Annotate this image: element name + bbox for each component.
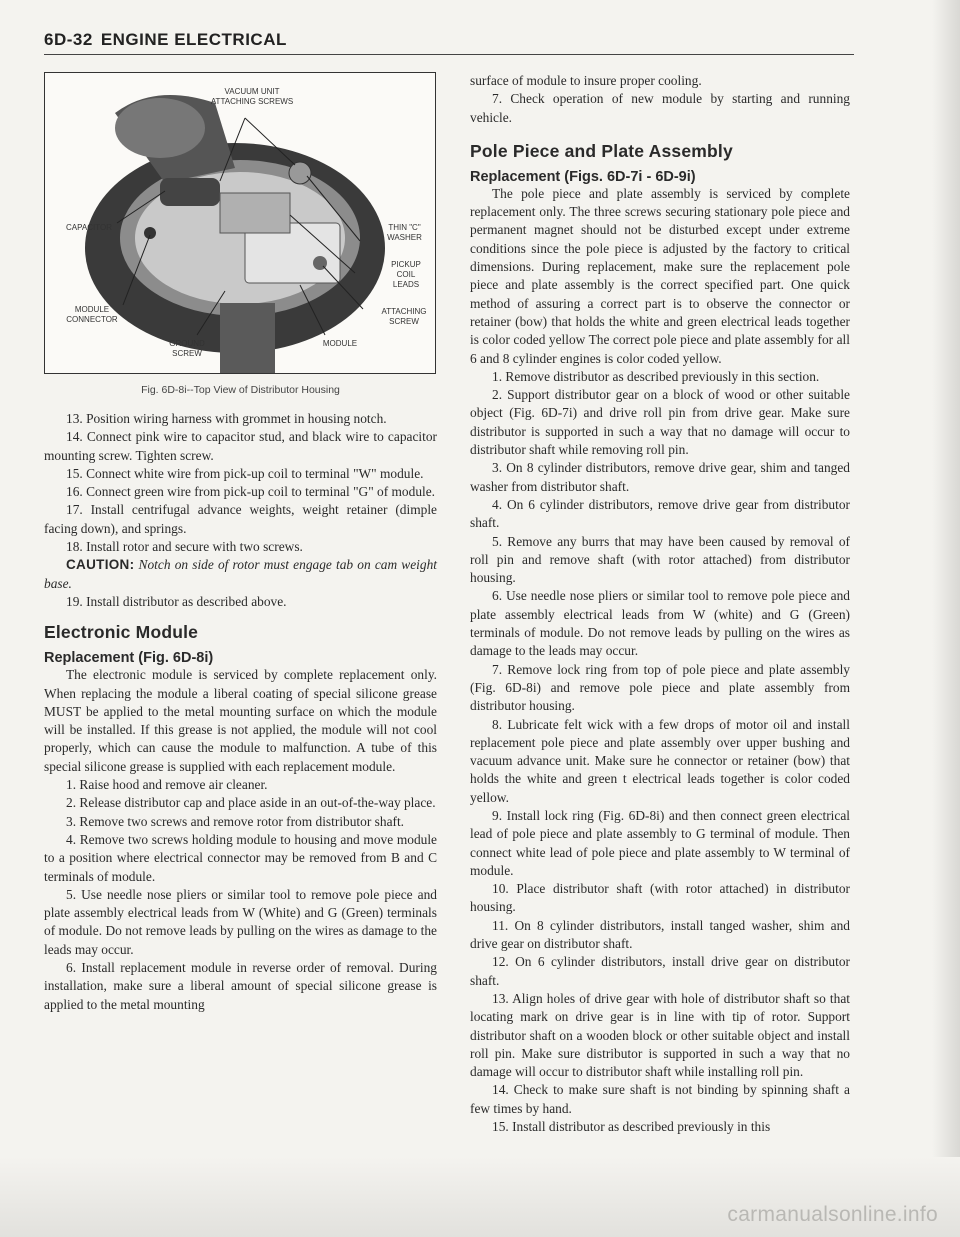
step-13: 13. Position wiring harness with grommet in housing notch. bbox=[66, 411, 387, 426]
step-15: 15. Connect white wire from pick-up coil to terminal "W" module. bbox=[66, 465, 424, 481]
step-14: 14. Connect pink wire to capacitor stud, and black wire to capacitor mounting screw. Tighten screw. bbox=[44, 429, 437, 463]
pole-step-10: 10. Place distributor shaft (with rotor attached) in distributor housing. bbox=[470, 881, 850, 915]
pole-step-8: 8. Lubricate felt wick with a few drops of motor oil and install replacement pole piece and plate assembly over upper bushing and vacuum advance unit. Make sure he connector or retainer (bow) that holds the white and green t electrical leads together is color coded yellow. bbox=[470, 716, 850, 805]
pole-step-15: 15. Install distributor as described previously in this bbox=[492, 1119, 771, 1135]
vacuum-diaphragm bbox=[115, 98, 205, 158]
pickup-coil bbox=[220, 193, 290, 233]
pole-step-7: 7. Remove lock ring from top of pole piece and plate assembly (Fig. 6D-8i) and remove pole piece and plate assembly from distributor housing. bbox=[470, 661, 850, 714]
label-ground-screw: GROUND SCREW bbox=[169, 339, 205, 358]
label-vacuum-unit: VACUUM UNIT ATTACHING SCREWS bbox=[210, 87, 294, 106]
label-module: MODULE bbox=[322, 339, 358, 348]
left-column bbox=[44, 72, 437, 1014]
label-pickup-coil-leads: PICKUP COIL LEADS bbox=[391, 260, 421, 289]
continued-text: surface of module to insure proper cooling. bbox=[470, 73, 702, 88]
pole-step-14: 14. Check to make sure shaft is not binding by spinning shaft a few times by hand. bbox=[470, 1082, 850, 1116]
caution-note bbox=[44, 556, 437, 593]
page-id: 6D-32 bbox=[44, 30, 93, 49]
pole-step-1: 1. Remove distributor as described previously in this section. bbox=[492, 368, 820, 384]
label-attaching-screw: ATTACHING SCREW bbox=[381, 307, 427, 326]
page-header bbox=[44, 30, 854, 55]
electronic-module-heading: Electronic Module bbox=[44, 622, 199, 643]
pole-piece-heading: Pole Piece and Plate Assembly bbox=[470, 140, 733, 161]
figure-caption: Fig. 6D-8i--Top View of Distributor Housing bbox=[141, 384, 340, 396]
module-step-4: 4. Remove two screws holding module to housing and move module to a position where electrical connector may be removed from B and C terminals of module. bbox=[44, 831, 437, 884]
distributor-shaft bbox=[220, 303, 275, 373]
module-step-1: 1. Raise hood and remove air cleaner. bbox=[66, 777, 268, 793]
module-step-7: 7. Check operation of new module by starting and running vehicle. bbox=[470, 91, 850, 125]
caution-label: CAUTION: bbox=[66, 557, 135, 573]
pole-piece-intro: The pole piece and plate assembly is serviced by complete replacement only. The three screws securing stationary pole piece and permanent magnet should not be disturbed except under extreme conditions since the pole piece is adjusted by the factory to critical dimensions. During replacement, make sure the replacement pole piece and plate assembly is the correct specified part. One quick method of assuring a correct part is to observe the connector or retainer (bow) that holds the white and green electrical leads together is color coded yellow The correct pole piece and plate assembly for all 6 and 8 cylinder engines is color coded yellow. bbox=[470, 185, 850, 366]
module-step-6: 6. Install replacement module in reverse order of removal. During installation, make sure a liberal amount of special silicone grease is applied to the metal mounting bbox=[44, 960, 437, 1012]
module-intro: The electronic module is serviced by complete replacement only. When replacing the module a liberal coating of special silicone grease MUST be applied to the metal mounting surface on which the module will be installed. If this grease is not applied, the module will not cool properly, which can cause the module to malfunction. A tube of this special silicone grease is supplied with each replacement module. bbox=[44, 667, 437, 774]
page-edge-shadow bbox=[932, 0, 960, 1237]
right-column bbox=[470, 72, 850, 1136]
pole-step-6: 6. Use needle nose pliers or similar tool to remove pole piece and plate assembly electrical leads from W (white) and G (Green) terminals of module. Do not remove leads by pulling on the wires as damage to the leads may occur. bbox=[470, 588, 850, 659]
label-thin-c-washer: THIN "C" WASHER bbox=[387, 223, 422, 242]
caution-text: Notch on side of rotor must engage tab on cam weight base. bbox=[44, 557, 437, 591]
pole-step-2: 2. Support distributor gear on a block of wood or other suitable object (Fig. 6D-7i) and drive roll pin from drive gear. Make sure distributor is supported in such a way that no damage will occur to distributor shaft while removing roll pin. bbox=[470, 387, 850, 458]
module-step-3: 3. Remove two screws and remove rotor from distributor shaft. bbox=[66, 813, 405, 829]
capacitor-body bbox=[160, 178, 220, 206]
connector-pin bbox=[144, 227, 156, 239]
section-title: ENGINE ELECTRICAL bbox=[100, 30, 287, 49]
label-module-connector: MODULE CONNECTOR bbox=[66, 305, 118, 324]
module-replacement-subheading: Replacement (Fig. 6D-8i) bbox=[44, 650, 214, 667]
site-watermark: carmanualsonline.info bbox=[727, 1203, 938, 1226]
pole-piece-subheading: Replacement (Figs. 6D-7i - 6D-9i) bbox=[470, 168, 696, 185]
module-step-2: 2. Release distributor cap and place aside in an out-of-the-way place. bbox=[66, 795, 436, 811]
pole-step-13: 13. Align holes of drive gear with hole of distributor shaft so that locating mark on drive gear is in line with tip of rotor. Support distributor shaft on a wooden block or other suitable object and install roll pin. Make sure distributor is supported in such a way that no damage will occur to distributor shaft while installing roll pin. bbox=[470, 990, 850, 1080]
label-capacitor: CAPACITOR bbox=[66, 223, 112, 232]
step-17: 17. Install centrifugal advance weights, weight retainer (dimple facing down), and springs. bbox=[44, 502, 437, 536]
step-18: 18. Install rotor and secure with two screws. bbox=[66, 539, 303, 555]
pole-step-4: 4. On 6 cylinder distributors, remove drive gear from distributor shaft. bbox=[470, 496, 850, 531]
thin-c-washer bbox=[289, 162, 311, 184]
pole-step-12: 12. On 6 cylinder distributors, install drive gear on distributor shaft. bbox=[470, 954, 850, 988]
module-step-5: 5. Use needle nose pliers or similar tool to remove pole piece and plate assembly electrical leads from W (White) and G (Green) terminals of module. Do not remove leads by pulling on the wires as damage to the leads may occur. bbox=[44, 886, 437, 957]
step-16: 16. Connect green wire from pick-up coil to terminal "G" of module. bbox=[66, 484, 436, 500]
pole-step-5: 5. Remove any burrs that may have been caused by removal of roll pin and remove shaft (with rotor attached) from distributor housing. bbox=[470, 533, 850, 586]
pole-step-9: 9. Install lock ring (Fig. 6D-8i) and then connect green electrical lead of pole piece and plate assembly to G terminal of module. Then connect white lead of pole piece and plate assembly to W terminal of module. bbox=[470, 807, 850, 878]
pole-step-11: 11. On 8 cylinder distributors, install tanged washer, shim and drive gear on distributor shaft. bbox=[470, 917, 850, 952]
pole-step-3: 3. On 8 cylinder distributors, remove drive gear, shim and tanged washer from distributor shaft. bbox=[470, 460, 850, 494]
distributor-figure bbox=[44, 72, 436, 374]
step-19: 19. Install distributor as described above. bbox=[66, 593, 287, 609]
